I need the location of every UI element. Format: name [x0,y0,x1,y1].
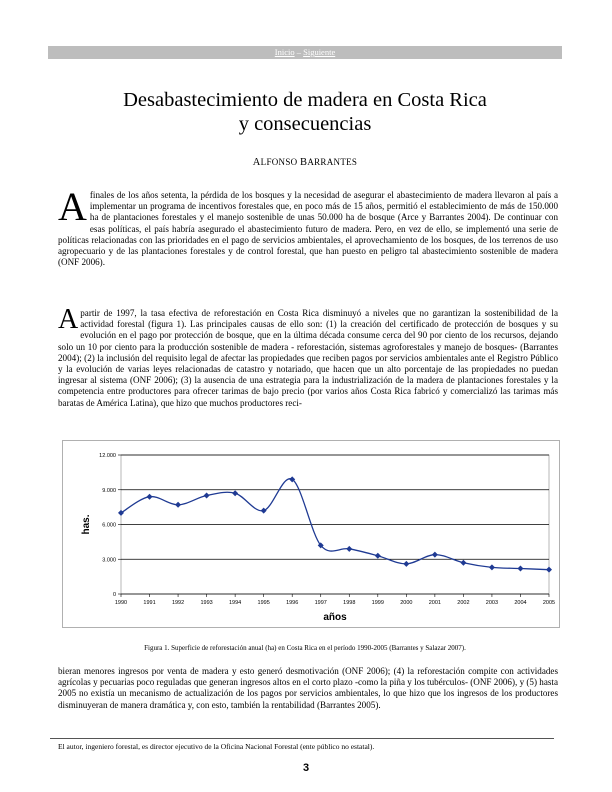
chart-container [62,440,560,628]
x-tick-label: 1994 [229,600,242,606]
x-tick-label: 1997 [314,600,327,606]
x-tick-label: 1998 [343,600,356,606]
paragraph-1 [58,184,558,268]
author-last-rest: ARRANTES [307,157,358,167]
navigation-bar [48,46,562,59]
title-line-1: Desabastecimiento de madera en Costa Rica [123,89,487,111]
paragraph-3 [58,666,558,711]
paragraph-1-text: finales de los años setenta, la pérdida de los bosques y la necesidad de asegurar el abastecimiento de madera llevaron al país a implementar un programa de incentivos forestales que, en poco más de 15 años, permitió el establecimiento de más de 150.000 ha de plantaciones forestales y el manejo sostenible de unas 50.000 ha de bosque (Arce y Barrantes 2004). De continuar con esas políticas, el país habría asegurado el abastecimiento futuro de madera. Pero, en vez de ello, se implementó una serie de políticas relacionadas con las prioridades en el pago de servicios ambientales, el aprovechamiento de los bosques, de los terrenos de uso agropecuario y de las plantaciones forestales y de control forestal, que han puesto en peligro tal abastecimiento sostenible de madera (ONF 2006). [58,190,558,268]
x-tick-label: 1999 [371,600,384,606]
y-axis-label: has. [81,514,92,535]
author-footnote: El autor, ingeniero forestal, es director ejecutivo de la Oficina Nacional Forestal (ente público no estatal). [58,742,375,751]
article-title [48,88,562,136]
x-axis-label: años [323,612,347,623]
x-tick-label: 1991 [143,600,156,606]
inicio-link[interactable]: Inicio [274,47,295,57]
author-first-initial: A [252,157,261,168]
author-last-initial: B [300,157,308,168]
siguiente-link[interactable]: Siguiente [303,47,336,57]
title-line-2: y consecuencias [238,113,372,135]
x-tick-label: 2001 [428,600,441,606]
drop-cap: A [58,184,87,229]
nav-separator: – [294,47,304,57]
page-number: 3 [302,762,310,774]
y-tick-label: 9.000 [102,487,116,494]
y-tick-label: 12.000 [99,453,116,459]
y-tick-label: 3.000 [102,557,116,564]
x-tick-label: 1995 [257,600,270,606]
x-tick-label: 1990 [114,600,128,606]
figure-caption: Figura 1. Superficie de reforestación anual (ha) en Costa Rica en el período 1990-2005 (Barrantes y Salazar 2007). [144,644,466,652]
paragraph-2 [58,304,558,409]
y-tick-label: 6.000 [102,522,116,529]
drop-cap: A [58,304,79,335]
y-tick-label: 0 [112,592,116,598]
reforestation-line-chart [63,441,559,627]
author-first-rest: LFONSO [260,157,298,167]
author-name [48,157,562,168]
x-tick-label: 2002 [457,600,470,606]
paragraph-2-text: partir de 1997, la tasa efectiva de reforestación en Costa Rica disminuyó a niveles que no garantizan la sostenibilidad de la actividad forestal (figura 1). Las principales causas de ello son: (1) la creación del certificado de protección de bosques y su evolución en el pago por protección de bosque, que en la última década consume cerca del 90 por ciento de los recursos, dejando solo un 10 por ciento para la producción sostenible de madera - reforestación, sistemas agroforestales y manejo de bosques- (Barrantes 2004); (2) la inclusión del requisito legal de afectar las propiedades que reciben pagos por servicios ambientales ante el Registro Público y la evolución de varias leyes relacionadas de catastro y notariado, que hacen que un alto porcentaje de las propiedades no puedan ingresar al sistema (ONF 2006); (3) la ausencia de una estrategia para la industrialización de la madera de plantaciones forestales y la competencia entre productores para ofrecer tarimas de bajo precio (por varios años Costa Rica fabricó y comercializó las tarimas más baratas de América Latina), que hizo que muchos productores reci- [58,308,558,408]
x-tick-label: 2003 [485,600,499,606]
x-tick-label: 1993 [200,600,213,606]
footnote-divider [50,738,554,739]
x-tick-label: 1996 [286,600,299,606]
x-tick-label: 2000 [400,600,413,606]
x-tick-label: 1992 [171,600,185,606]
x-tick-label: 2005 [542,600,556,606]
paragraph-3-text: bieran menores ingresos por venta de madera y esto generó desmotivación (ONF 2006); (4) la reforestación compite con actividades agrícolas y pecuarias poco reguladas que generan ingresos altos en el corto plazo -como la piña y los tubérculos- (ONF 2006), y (5) hasta 2005 no existía un mecanismo de actualización de los pagos por servicios ambientales, lo que hizo que los ingresos de los productores disminuyeran de manera dramática y, con esto, también la rentabilidad (Barrantes 2005). [58,666,558,710]
x-tick-label: 2004 [514,600,527,606]
